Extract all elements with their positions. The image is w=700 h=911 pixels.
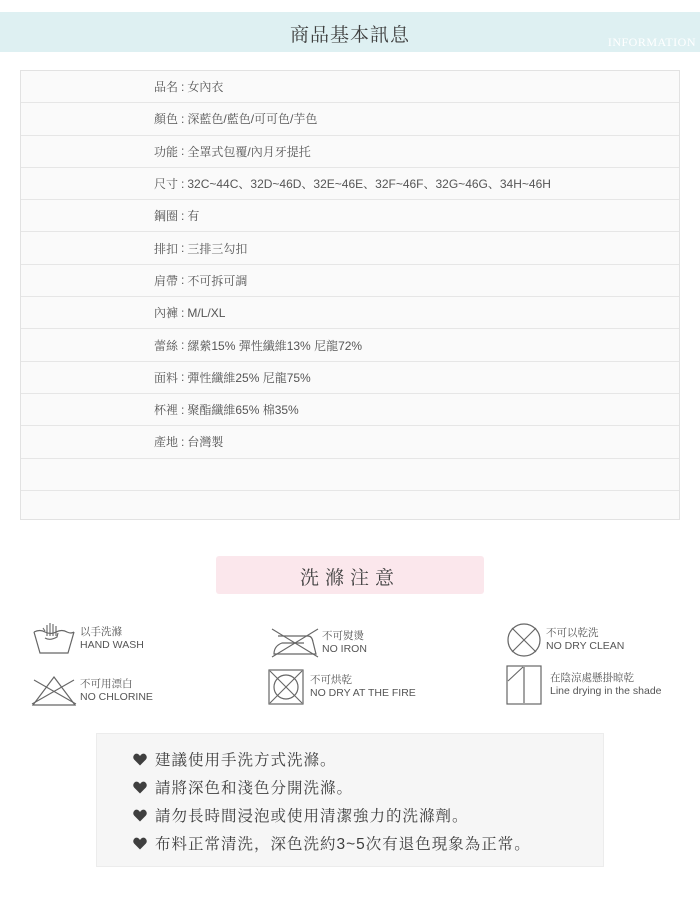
care-no-tumble-dry: [266, 668, 416, 706]
info-key: 產地: [154, 435, 179, 450]
info-value: 深藍色/藍色/可可色/芋色: [187, 112, 318, 127]
care-label-en: HAND WASH: [80, 639, 144, 651]
info-row-color: [21, 103, 679, 135]
info-separator: :: [181, 144, 185, 159]
info-row-size: [21, 168, 679, 200]
care-label: [80, 626, 144, 652]
note-item: [133, 776, 353, 798]
note-text: 建議使用手洗方式洗滌。: [155, 752, 337, 769]
care-label-en: NO CHLORINE: [80, 691, 153, 703]
no-iron-icon: [268, 626, 320, 660]
info-separator: :: [181, 241, 185, 256]
care-label: [546, 627, 624, 653]
care-label-zh: 不可以乾洗: [546, 627, 599, 639]
info-row-lace: [21, 329, 679, 361]
info-value: M/L/XL: [187, 305, 226, 320]
care-label-en: NO DRY CLEAN: [546, 640, 625, 652]
info-row-straps: [21, 265, 679, 297]
line-dry-shade-icon: [504, 664, 544, 706]
note-text: 請將深色和淺色分開洗滌。: [155, 780, 354, 797]
info-separator: :: [181, 273, 185, 288]
info-value: 有: [187, 209, 200, 224]
info-key: 尺寸: [154, 177, 179, 192]
info-key: 鋼圈: [154, 209, 179, 224]
hand-wash-icon: [30, 622, 78, 656]
no-tumble-dry-icon: [266, 668, 306, 706]
info-value: 不可拆可調: [187, 273, 248, 288]
info-key: 功能: [154, 144, 179, 159]
info-row-underwire: [21, 200, 679, 232]
info-row-hooks: [21, 232, 679, 264]
heart-icon: [133, 809, 147, 822]
wash-banner: [216, 556, 484, 594]
info-row-empty: [21, 459, 679, 491]
care-line-dry-shade: [504, 664, 662, 706]
note-item: [133, 832, 531, 854]
info-separator: :: [181, 305, 185, 320]
wash-notes: [96, 733, 604, 867]
no-dry-clean-icon: [504, 622, 544, 658]
info-value: 聚酯纖維65% 棉35%: [187, 403, 299, 418]
care-label-zh: 不可烘乾: [310, 674, 352, 686]
info-separator: :: [181, 370, 185, 385]
info-key: 顏色: [154, 112, 179, 127]
banner-subtitle: INFORMATION: [607, 35, 696, 49]
care-label-en: Line drying in the shade: [550, 685, 662, 697]
info-row-function: [21, 136, 679, 168]
info-separator: :: [181, 176, 185, 191]
care-label-zh: 不可熨燙: [322, 630, 364, 642]
info-key: 內褲: [154, 306, 179, 321]
info-value: 32C~44C、32D~46D、32E~46E、32F~46F、32G~46G、34H~46H: [187, 177, 551, 192]
info-row-fabric: [21, 362, 679, 394]
info-key: 排扣: [154, 241, 179, 256]
heart-icon: [133, 753, 147, 766]
info-key: 杯裡: [154, 403, 179, 418]
info-row-cup-lining: [21, 394, 679, 426]
care-hand-wash: [30, 622, 144, 656]
note-item: [133, 748, 337, 770]
info-separator: :: [181, 111, 185, 126]
info-row-origin: [21, 426, 679, 458]
care-label: [550, 672, 662, 698]
info-value: 縲縈15% 彈性纖維13% 尼龍72%: [187, 338, 363, 353]
note-text: 請勿長時間浸泡或使用清潔強力的洗滌劑。: [155, 808, 469, 825]
care-label: [80, 678, 153, 704]
info-value: 彈性纖維25% 尼龍75%: [187, 370, 311, 385]
info-key: 蕾絲: [154, 338, 179, 353]
no-chlorine-icon: [30, 674, 78, 708]
info-key: 面料: [154, 370, 179, 385]
info-value: 台灣製: [187, 435, 224, 450]
info-row-empty: [21, 491, 679, 523]
info-row-name: [21, 71, 679, 103]
care-label-en: NO IRON: [322, 643, 367, 655]
info-value: 女內衣: [187, 80, 224, 95]
info-key: 肩帶: [154, 273, 179, 288]
heart-icon: [133, 781, 147, 794]
info-separator: :: [181, 79, 185, 94]
info-separator: :: [181, 208, 185, 223]
info-row-briefs: [21, 297, 679, 329]
care-label-en: NO DRY AT THE FIRE: [310, 687, 416, 699]
care-no-chlorine: [30, 674, 153, 708]
wash-title: 洗滌注意: [299, 568, 400, 589]
info-value: 三排三勾扣: [187, 241, 248, 256]
info-separator: :: [181, 434, 185, 449]
page-title: 商品基本訊息: [289, 25, 410, 46]
care-label: [322, 630, 367, 656]
care-label-zh: 不可用漂白: [80, 678, 133, 690]
info-separator: :: [181, 402, 185, 417]
care-label-zh: 在陰涼處懸掛晾乾: [550, 672, 634, 684]
note-text: 布料正常清洗，深色洗約3~5次有退色現象為正常。: [155, 836, 531, 853]
info-key: 品名: [154, 80, 179, 95]
care-label: [310, 674, 416, 700]
info-value: 全罩式包覆/內月牙提托: [187, 144, 311, 159]
care-label-zh: 以手洗滌: [80, 626, 122, 638]
info-separator: :: [181, 338, 185, 353]
info-table: [20, 70, 680, 520]
care-no-dry-clean: [504, 622, 624, 658]
care-no-iron: [268, 626, 367, 660]
heart-icon: [133, 837, 147, 850]
note-item: [133, 804, 469, 826]
info-banner: [0, 12, 700, 52]
